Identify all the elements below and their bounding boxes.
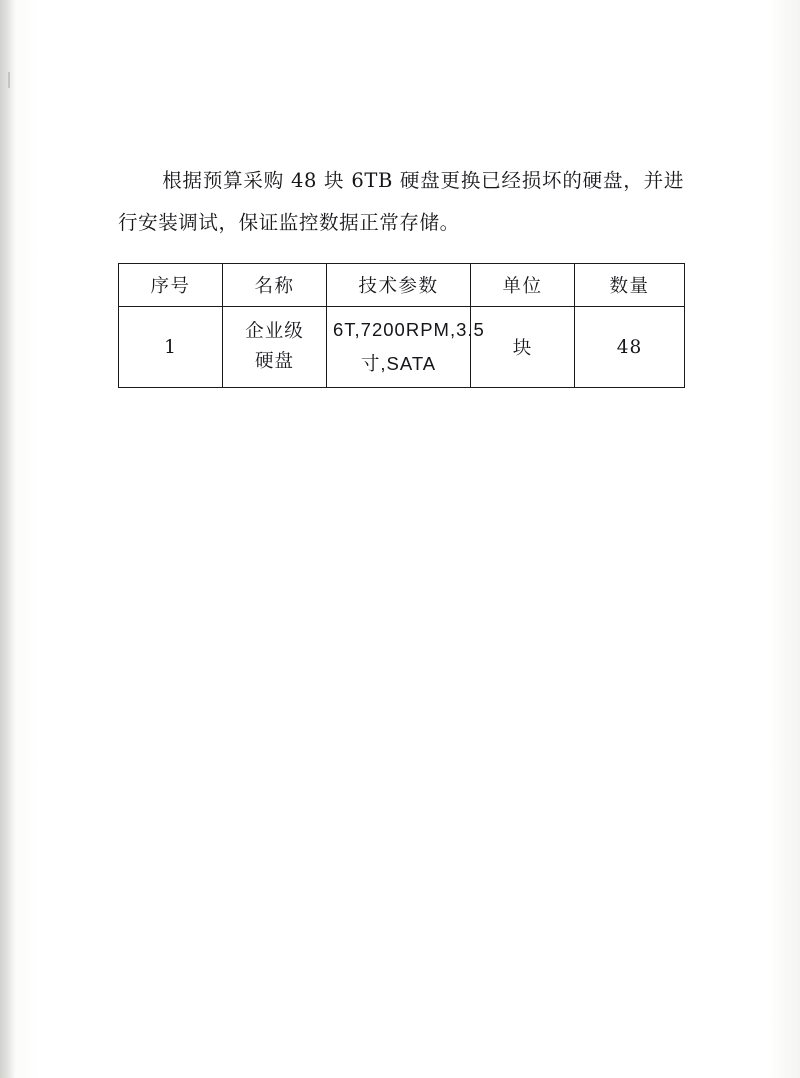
table-body — [119, 307, 685, 388]
cell-spec-line-1: 6T,7200RPM,3.5 — [333, 319, 485, 340]
table-row — [119, 307, 685, 388]
cell-index: 1 — [119, 307, 223, 388]
body-paragraph — [118, 160, 684, 244]
cell-name-line-1: 企业级 — [245, 321, 304, 342]
cell-spec — [327, 307, 485, 388]
column-header-spec: 技术参数 — [327, 264, 471, 307]
column-header-quantity: 数量 — [575, 264, 685, 307]
table-header-row — [119, 264, 685, 307]
page-edge-shading — [0, 0, 16, 1078]
table-header — [119, 264, 685, 307]
paragraph-text: 根据预算采购 48 块 6TB 硬盘更换已经损坏的硬盘，并进行安装调试，保证监控数据正常存储。 — [118, 168, 684, 234]
specification-table — [118, 263, 685, 388]
column-header-unit: 单位 — [471, 264, 575, 307]
document-content — [118, 140, 684, 388]
cell-name-line-2: 硬盘 — [254, 351, 294, 372]
column-header-name: 名称 — [223, 264, 327, 307]
cell-unit: 块 — [471, 307, 575, 388]
cell-spec-line-2: 寸,SATA — [360, 353, 437, 374]
cell-quantity: 48 — [575, 307, 685, 388]
page-edge-mark — [8, 72, 10, 88]
cell-name — [223, 307, 327, 388]
column-header-index: 序号 — [119, 264, 223, 307]
